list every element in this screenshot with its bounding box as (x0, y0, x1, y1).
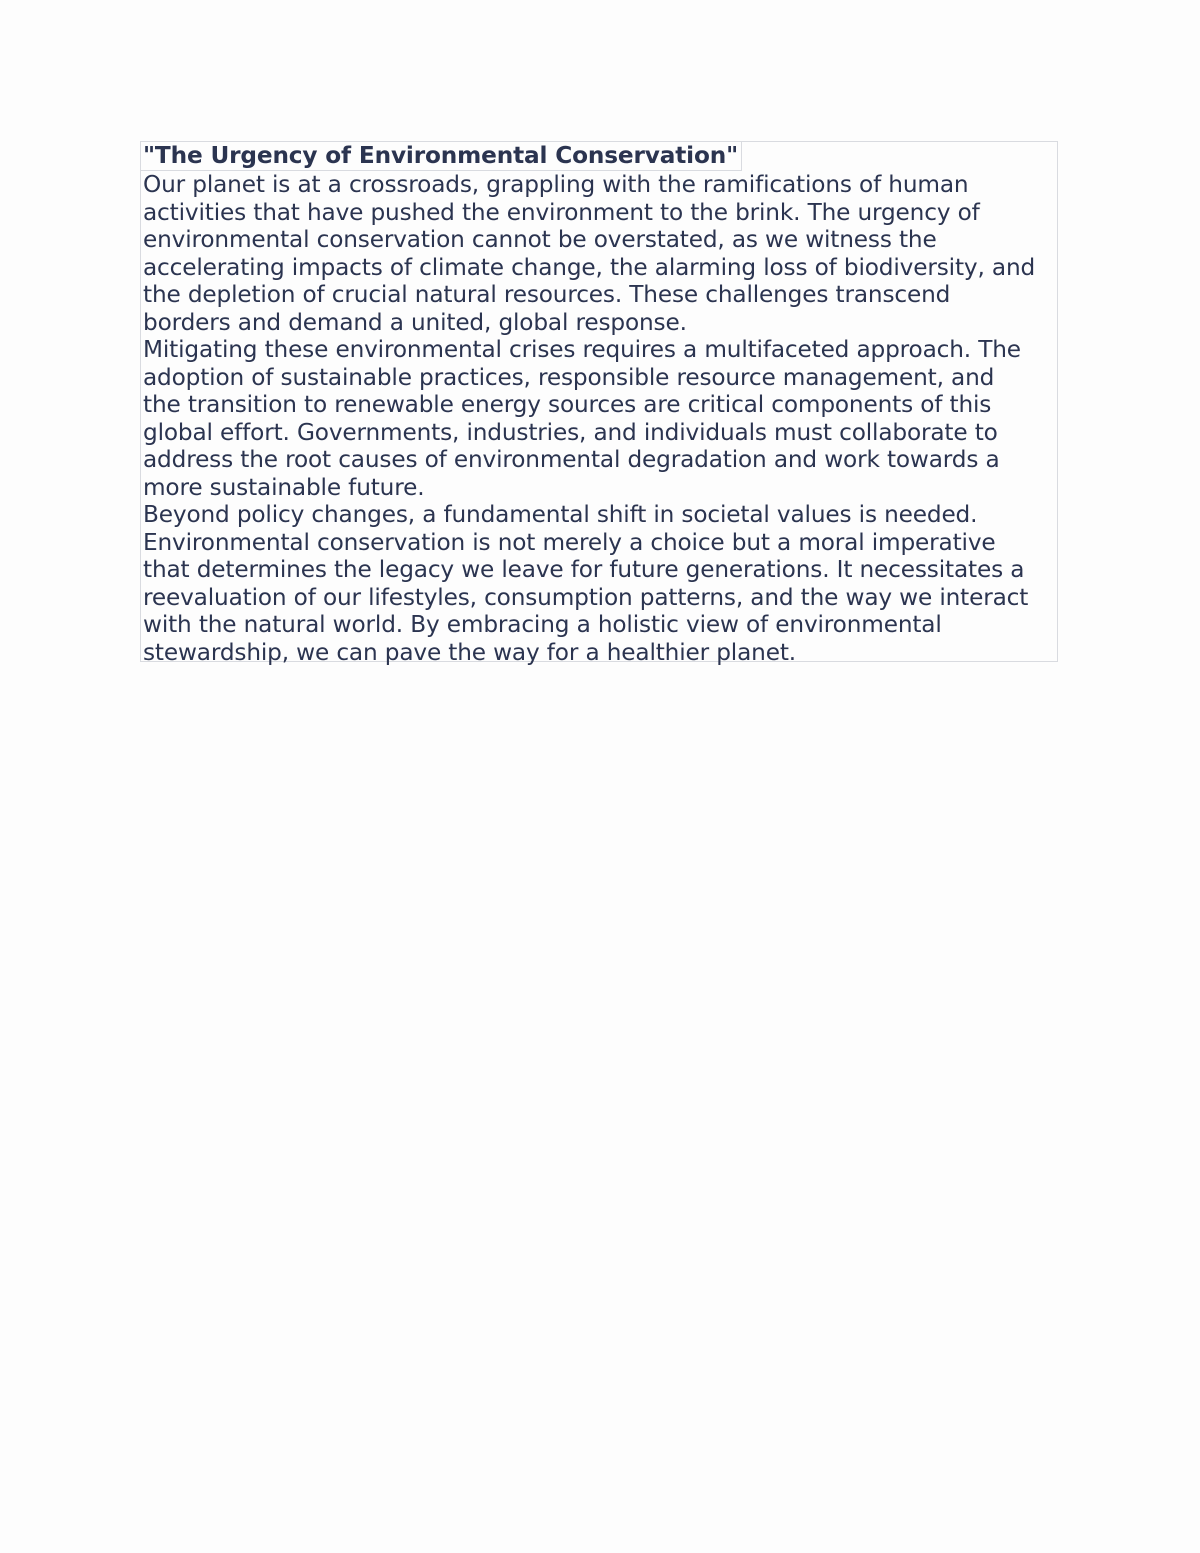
paragraph-2: Mitigating these environmental crises requires a multifaceted approach. The adoption of sustainable practices, responsible resource management, and the transition to renewable energy sources are critical components of this global effort. Governments, industries, and individuals must collaborate to address the root causes of environmental degradation and work towards a more sustainable future. (143, 336, 1021, 501)
paragraph-1: Our planet is at a crossroads, grappling with the ramifications of human activities that have pushed the environment to the brink. The urgency of environmental conservation cannot be overstated, as we witness the accelerating impacts of climate change, the alarming loss of biodiversity, and the depletion of crucial natural resources. These challenges transcend borders and demand a united, global response. (143, 171, 1036, 336)
text-box (140, 141, 1058, 666)
paragraph-3: Beyond policy changes, a fundamental shift in societal values is needed. Environmental conservation is not merely a choice but a moral imperative that determines the legacy we leave for future generations. It necessitates a reevaluation of our lifestyles, consumption patterns, and the way we interact with the natural world. By embracing a holistic view of environmental stewardship, we can pave the way for a healthier planet. (143, 501, 1029, 666)
document-title: "The Urgency of Environmental Conservation" (141, 142, 742, 171)
